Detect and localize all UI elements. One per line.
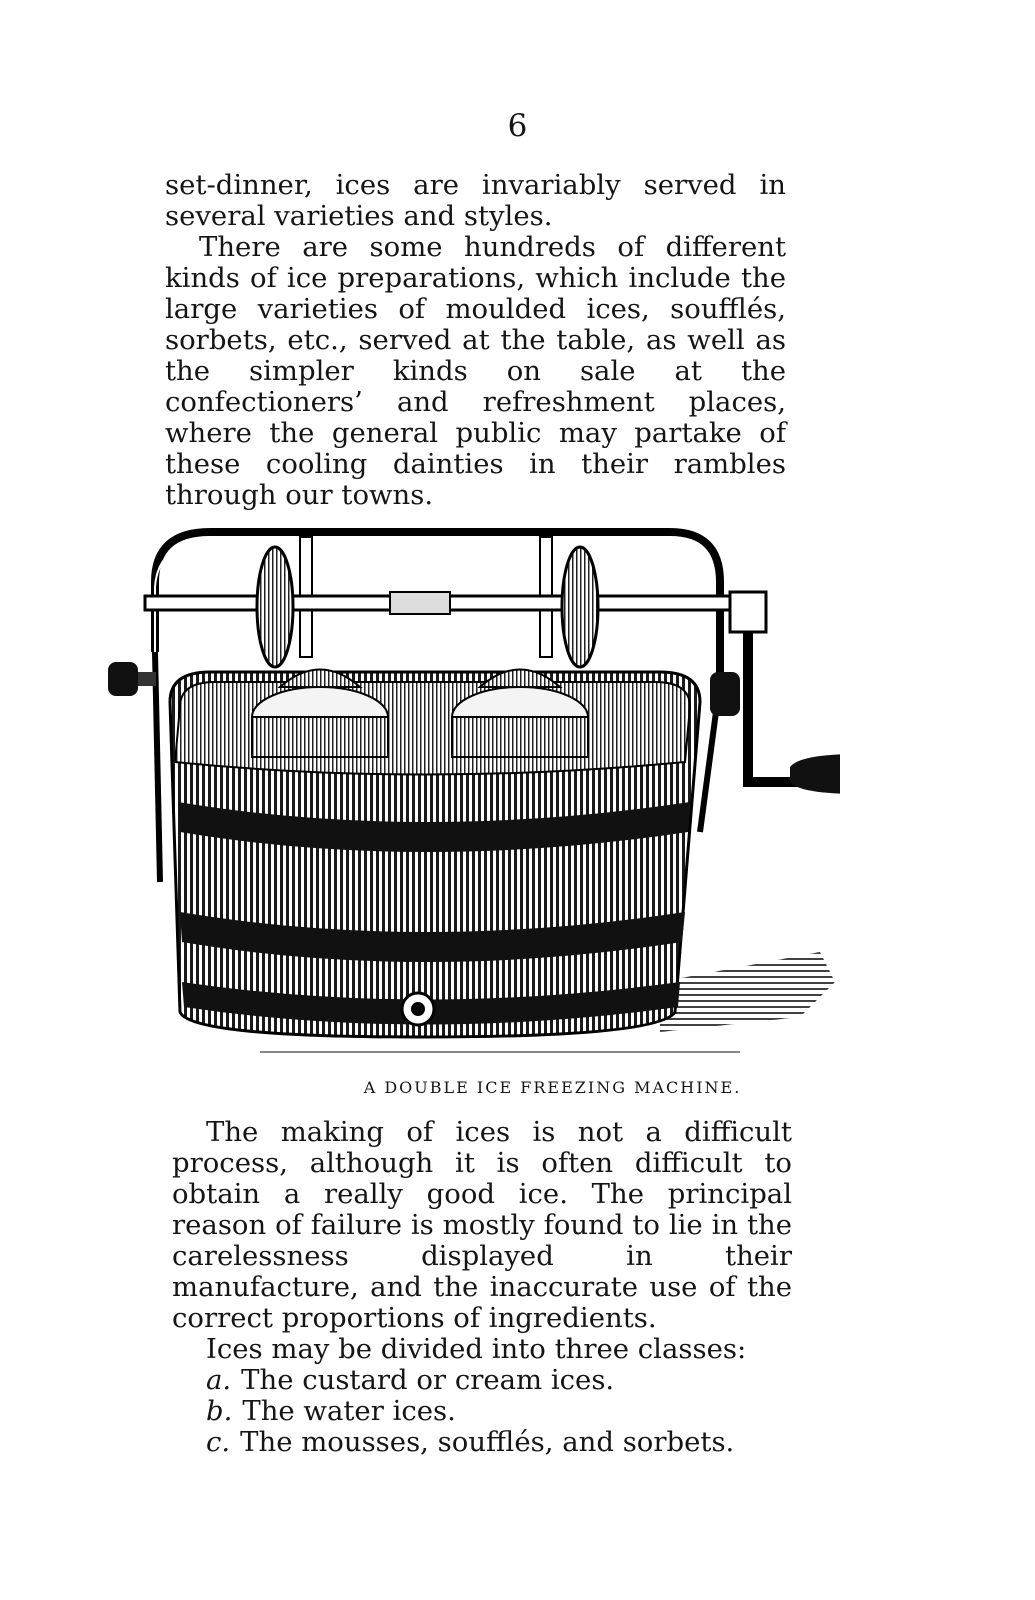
ground-shadow (660, 952, 835, 1032)
paragraph-classes-intro: Ices may be divided into three classes: (206, 1333, 747, 1365)
list-item (172, 1365, 792, 1396)
list-text: The mousses, soufflés, and sorbets. (240, 1426, 735, 1458)
figure-caption: A DOUBLE ICE FREEZING MACHINE. (363, 1078, 742, 1097)
list-letter: a. (206, 1364, 232, 1396)
paragraph-ice-preparations: There are some hundreds of different kinds of ice preparations, which include the large varieties of moulded ices, soufflés, sorbets, etc., served at the table, as well as the simpler kinds on sale at the confectioners’ and refreshment places, where the general public may partake of these cooling dainties in their rambles through our towns. (165, 231, 786, 511)
list-item (172, 1396, 792, 1427)
ice-freezing-machine-illustration (100, 512, 840, 1072)
paragraph-making-of-ices: The making of ices is not a difficult process, although it is often difficult to obtain a really good ice. The principal reason of failure is mostly found to lie in the carelessness displayed in their manufacture, and the inaccurate use of the correct proportions of ingredients. (172, 1116, 792, 1334)
top-text-block (165, 170, 786, 511)
list-letter: b. (206, 1395, 233, 1427)
right-gear-wheel (562, 547, 598, 667)
side-knob (108, 662, 138, 696)
paragraph-continuation: set-dinner, ices are invariably served in several varieties and styles. (165, 169, 786, 232)
list-text: The custard or cream ices. (241, 1364, 615, 1396)
page-number: 6 (507, 108, 528, 144)
bottom-text-block (172, 1117, 792, 1458)
list-text: The water ices. (242, 1395, 456, 1427)
list-letter: c. (206, 1426, 231, 1458)
crank-handle (790, 754, 840, 794)
ice-classes-list (172, 1365, 792, 1458)
crank-arm (748, 632, 800, 782)
list-item (172, 1427, 792, 1458)
left-gear-wheel (257, 547, 293, 667)
